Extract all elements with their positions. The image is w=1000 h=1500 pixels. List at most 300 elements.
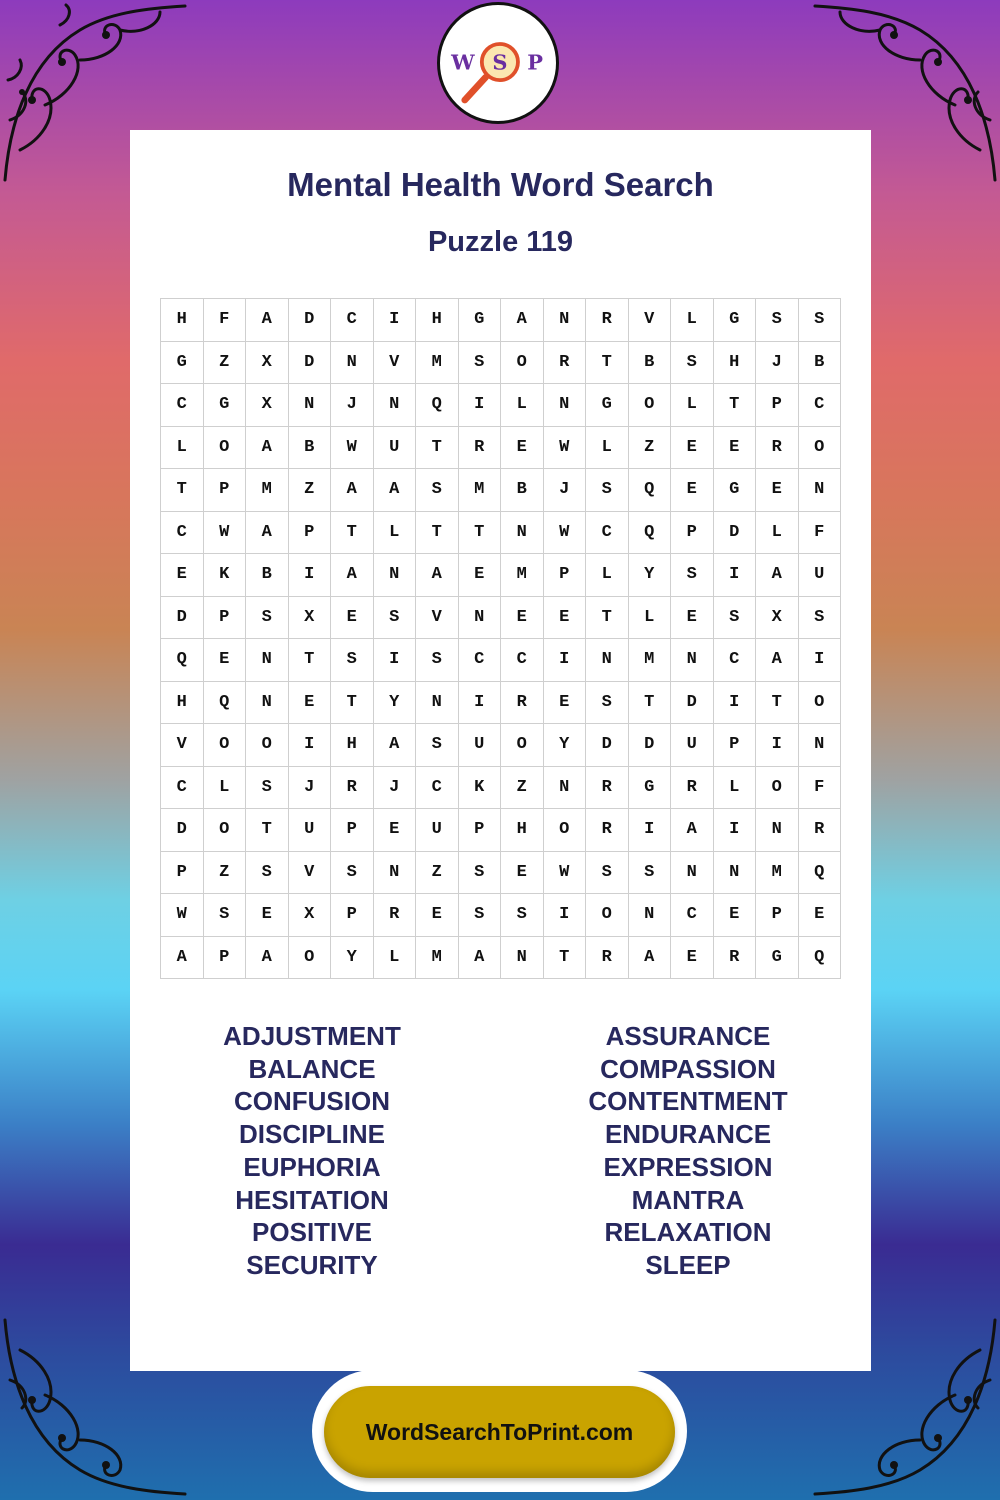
grid-cell[interactable]: X <box>246 384 289 427</box>
grid-cell[interactable]: E <box>416 894 459 937</box>
grid-cell[interactable]: G <box>713 469 756 512</box>
word-list-item: HESITATION <box>235 1184 389 1215</box>
grid-row <box>161 809 841 852</box>
grid-cell[interactable]: Z <box>203 341 246 384</box>
grid-cell[interactable]: E <box>161 554 204 597</box>
grid-cell[interactable]: G <box>161 341 204 384</box>
grid-cell[interactable]: W <box>161 894 204 937</box>
grid-cell[interactable]: M <box>416 936 459 979</box>
grid-cell[interactable]: Q <box>798 851 841 894</box>
grid-cell[interactable]: O <box>203 426 246 469</box>
word-list-left <box>162 1020 462 1282</box>
grid-cell[interactable]: J <box>756 341 799 384</box>
grid-cell[interactable]: O <box>203 809 246 852</box>
grid-cell[interactable]: P <box>203 936 246 979</box>
grid-row <box>161 851 841 894</box>
grid-cell[interactable]: A <box>246 936 289 979</box>
grid-cell[interactable]: I <box>373 299 416 342</box>
grid-cell[interactable]: A <box>331 469 374 512</box>
grid-cell[interactable]: L <box>203 766 246 809</box>
website-banner <box>312 1370 687 1492</box>
grid-cell[interactable]: E <box>671 469 714 512</box>
word-list-item: ADJUSTMENT <box>223 1021 401 1051</box>
grid-cell[interactable]: S <box>798 299 841 342</box>
grid-cell[interactable]: A <box>756 554 799 597</box>
word-list-item: RELAXATION <box>604 1217 772 1248</box>
grid-cell[interactable]: P <box>331 809 374 852</box>
grid-cell[interactable]: I <box>288 724 331 767</box>
grid-cell[interactable]: O <box>288 936 331 979</box>
grid-row <box>161 299 841 342</box>
word-list-item: EUPHORIA <box>243 1151 381 1182</box>
grid-cell[interactable]: S <box>331 639 374 682</box>
grid-cell[interactable]: P <box>671 511 714 554</box>
grid-cell[interactable]: E <box>671 936 714 979</box>
grid-cell[interactable]: N <box>543 766 586 809</box>
magnifier-icon <box>440 5 556 121</box>
grid-cell[interactable]: W <box>543 851 586 894</box>
grid-cell[interactable]: D <box>671 681 714 724</box>
grid-cell[interactable]: I <box>543 639 586 682</box>
word-list-item: POSITIVE <box>252 1217 372 1248</box>
grid-cell[interactable]: I <box>798 639 841 682</box>
word-list-item: ASSURANCE <box>605 1021 771 1051</box>
grid-cell[interactable]: O <box>543 809 586 852</box>
grid-row <box>161 681 841 724</box>
grid-cell[interactable]: M <box>628 639 671 682</box>
grid-cell[interactable]: V <box>416 596 459 639</box>
grid-cell[interactable]: N <box>713 851 756 894</box>
grid-cell[interactable]: S <box>203 894 246 937</box>
grid-cell[interactable]: T <box>416 511 459 554</box>
grid-cell[interactable]: N <box>671 851 714 894</box>
grid-cell[interactable]: U <box>416 809 459 852</box>
grid-cell[interactable]: K <box>458 766 501 809</box>
grid-cell[interactable]: R <box>756 426 799 469</box>
grid-cell[interactable]: W <box>203 511 246 554</box>
grid-cell[interactable]: G <box>713 299 756 342</box>
grid-cell[interactable]: I <box>288 554 331 597</box>
grid-cell[interactable]: E <box>458 554 501 597</box>
grid-row <box>161 469 841 512</box>
grid-cell[interactable]: S <box>416 639 459 682</box>
grid-cell[interactable]: Q <box>203 681 246 724</box>
grid-row <box>161 639 841 682</box>
word-list-item: CONFUSION <box>234 1086 390 1117</box>
grid-cell[interactable]: E <box>501 596 544 639</box>
grid-cell[interactable]: G <box>756 936 799 979</box>
grid-cell[interactable]: H <box>501 809 544 852</box>
grid-cell[interactable]: S <box>501 894 544 937</box>
logo-letter-p: P <box>527 49 543 75</box>
grid-row <box>161 936 841 979</box>
grid-row <box>161 724 841 767</box>
grid-cell[interactable]: R <box>586 809 629 852</box>
grid-cell[interactable]: L <box>373 936 416 979</box>
grid-cell[interactable]: O <box>586 894 629 937</box>
grid-cell[interactable]: F <box>203 299 246 342</box>
grid-cell[interactable]: X <box>288 894 331 937</box>
grid-cell[interactable]: T <box>586 341 629 384</box>
grid-cell[interactable]: T <box>416 426 459 469</box>
grid-cell[interactable]: I <box>458 384 501 427</box>
grid-cell[interactable]: M <box>416 341 459 384</box>
grid-cell[interactable]: R <box>586 936 629 979</box>
grid-cell[interactable]: E <box>203 639 246 682</box>
grid-cell[interactable]: T <box>246 809 289 852</box>
grid-cell[interactable]: S <box>458 894 501 937</box>
grid-cell[interactable]: I <box>543 894 586 937</box>
grid-cell[interactable]: W <box>543 511 586 554</box>
grid-cell[interactable]: E <box>331 596 374 639</box>
grid-cell[interactable]: G <box>628 766 671 809</box>
grid-cell[interactable]: N <box>373 384 416 427</box>
wsp-logo[interactable] <box>437 2 559 124</box>
website-button[interactable] <box>324 1386 675 1478</box>
grid-cell[interactable]: J <box>543 469 586 512</box>
grid-cell[interactable]: A <box>458 936 501 979</box>
grid-cell[interactable]: X <box>288 596 331 639</box>
grid-cell[interactable]: E <box>501 426 544 469</box>
grid-cell[interactable]: T <box>628 681 671 724</box>
grid-cell[interactable]: R <box>458 426 501 469</box>
grid-cell[interactable]: R <box>671 766 714 809</box>
grid-cell[interactable]: C <box>161 384 204 427</box>
grid-cell[interactable]: B <box>798 341 841 384</box>
grid-cell[interactable]: C <box>798 384 841 427</box>
grid-cell[interactable]: L <box>713 766 756 809</box>
grid-cell[interactable]: B <box>246 554 289 597</box>
grid-cell[interactable]: O <box>246 724 289 767</box>
grid-cell[interactable]: E <box>501 851 544 894</box>
grid-cell[interactable]: L <box>671 384 714 427</box>
grid-cell[interactable]: H <box>416 299 459 342</box>
grid-cell[interactable]: N <box>373 554 416 597</box>
grid-cell[interactable]: Q <box>628 469 671 512</box>
grid-cell[interactable]: E <box>713 426 756 469</box>
grid-cell[interactable]: A <box>416 554 459 597</box>
grid-cell[interactable]: I <box>458 681 501 724</box>
grid-cell[interactable]: F <box>798 766 841 809</box>
grid-cell[interactable]: V <box>373 341 416 384</box>
grid-cell[interactable]: N <box>373 851 416 894</box>
letter-grid <box>160 298 841 979</box>
word-list-item: MANTRA <box>631 1184 745 1215</box>
grid-row <box>161 384 841 427</box>
grid-cell[interactable]: C <box>458 639 501 682</box>
grid-cell[interactable]: Q <box>416 384 459 427</box>
grid-cell[interactable]: V <box>288 851 331 894</box>
grid-cell[interactable]: A <box>628 936 671 979</box>
grid-cell[interactable]: L <box>501 384 544 427</box>
grid-cell[interactable]: K <box>203 554 246 597</box>
grid-cell[interactable]: E <box>671 596 714 639</box>
word-list-item: ENDURANCE <box>604 1119 772 1150</box>
grid-cell[interactable]: U <box>671 724 714 767</box>
grid-cell[interactable]: Y <box>543 724 586 767</box>
grid-cell[interactable]: Z <box>501 766 544 809</box>
grid-cell[interactable]: X <box>246 341 289 384</box>
grid-cell[interactable]: L <box>161 426 204 469</box>
grid-cell[interactable]: M <box>458 469 501 512</box>
grid-cell[interactable]: R <box>798 809 841 852</box>
grid-cell[interactable]: S <box>373 596 416 639</box>
grid-cell[interactable]: W <box>331 426 374 469</box>
grid-cell[interactable]: B <box>501 469 544 512</box>
grid-cell[interactable]: C <box>331 299 374 342</box>
grid-cell[interactable]: Q <box>628 511 671 554</box>
grid-cell[interactable]: J <box>288 766 331 809</box>
grid-row <box>161 426 841 469</box>
word-list-item: CONTENTMENT <box>588 1086 788 1117</box>
grid-cell[interactable]: P <box>458 809 501 852</box>
grid-cell[interactable]: E <box>713 894 756 937</box>
grid-row <box>161 511 841 554</box>
grid-cell[interactable]: L <box>586 426 629 469</box>
grid-cell[interactable]: T <box>331 681 374 724</box>
grid-cell[interactable]: G <box>586 384 629 427</box>
grid-cell[interactable]: T <box>161 469 204 512</box>
grid-cell[interactable]: N <box>331 341 374 384</box>
grid-cell[interactable]: S <box>331 851 374 894</box>
grid-cell[interactable]: N <box>543 299 586 342</box>
grid-cell[interactable]: H <box>161 299 204 342</box>
logo-letter-w: W <box>451 49 475 75</box>
grid-cell[interactable]: A <box>501 299 544 342</box>
grid-cell[interactable]: D <box>713 511 756 554</box>
grid-cell[interactable]: D <box>161 596 204 639</box>
grid-cell[interactable]: T <box>756 681 799 724</box>
grid-cell[interactable]: R <box>373 894 416 937</box>
word-list-item: BALANCE <box>248 1053 376 1084</box>
grid-cell[interactable]: A <box>246 299 289 342</box>
grid-cell[interactable]: U <box>288 809 331 852</box>
grid-cell[interactable]: O <box>798 426 841 469</box>
grid-row <box>161 894 841 937</box>
grid-cell[interactable]: E <box>671 426 714 469</box>
grid-cell[interactable]: Z <box>628 426 671 469</box>
website-link[interactable]: WordSearchToPrint.com <box>365 1418 634 1445</box>
grid-cell[interactable]: I <box>373 639 416 682</box>
grid-cell[interactable]: Z <box>203 851 246 894</box>
grid-cell[interactable]: C <box>713 639 756 682</box>
grid-cell[interactable]: A <box>671 809 714 852</box>
grid-cell[interactable]: Y <box>373 681 416 724</box>
grid-cell[interactable]: B <box>288 426 331 469</box>
grid-cell[interactable]: B <box>628 341 671 384</box>
grid-cell[interactable]: N <box>756 809 799 852</box>
grid-cell[interactable]: G <box>203 384 246 427</box>
grid-cell[interactable]: P <box>543 554 586 597</box>
grid-cell[interactable]: P <box>331 894 374 937</box>
grid-cell[interactable]: C <box>161 511 204 554</box>
grid-cell[interactable]: D <box>628 724 671 767</box>
word-list-item: SECURITY <box>246 1249 378 1280</box>
grid-cell[interactable]: P <box>161 851 204 894</box>
grid-cell[interactable]: H <box>713 341 756 384</box>
grid-cell[interactable]: I <box>756 724 799 767</box>
grid-cell[interactable]: O <box>756 766 799 809</box>
grid-cell[interactable]: N <box>798 724 841 767</box>
grid-cell[interactable]: M <box>246 469 289 512</box>
grid-cell[interactable]: L <box>586 554 629 597</box>
grid-cell[interactable]: L <box>373 511 416 554</box>
grid-cell[interactable]: O <box>501 724 544 767</box>
grid-cell[interactable]: N <box>586 639 629 682</box>
grid-cell[interactable]: S <box>416 469 459 512</box>
grid-cell[interactable]: R <box>586 299 629 342</box>
grid-cell[interactable]: M <box>501 554 544 597</box>
grid-cell[interactable]: R <box>501 681 544 724</box>
grid-cell[interactable]: P <box>203 469 246 512</box>
grid-cell[interactable]: N <box>543 384 586 427</box>
grid-cell[interactable]: P <box>203 596 246 639</box>
grid-cell[interactable]: T <box>458 511 501 554</box>
grid-cell[interactable]: T <box>713 384 756 427</box>
grid-cell[interactable]: R <box>543 341 586 384</box>
grid-cell[interactable]: R <box>713 936 756 979</box>
grid-cell[interactable]: C <box>161 766 204 809</box>
grid-cell[interactable]: J <box>373 766 416 809</box>
word-list-right <box>538 1020 838 1282</box>
grid-cell[interactable]: N <box>458 596 501 639</box>
grid-cell[interactable]: H <box>161 681 204 724</box>
grid-cell[interactable]: V <box>161 724 204 767</box>
grid-cell[interactable]: I <box>628 809 671 852</box>
grid-cell[interactable]: P <box>713 724 756 767</box>
logo-letter-s: S <box>492 49 508 75</box>
grid-cell[interactable]: C <box>671 894 714 937</box>
grid-cell[interactable]: S <box>586 681 629 724</box>
grid-cell[interactable]: L <box>628 596 671 639</box>
grid-cell[interactable]: E <box>288 681 331 724</box>
grid-cell[interactable]: C <box>586 511 629 554</box>
grid-cell[interactable]: C <box>416 766 459 809</box>
grid-cell[interactable]: D <box>288 341 331 384</box>
word-list-item: EXPRESSION <box>603 1151 773 1182</box>
grid-cell[interactable]: T <box>586 596 629 639</box>
grid-cell[interactable]: N <box>416 681 459 724</box>
grid-cell[interactable]: Z <box>416 851 459 894</box>
grid-cell[interactable]: E <box>373 809 416 852</box>
grid-cell[interactable]: A <box>331 554 374 597</box>
grid-cell[interactable]: A <box>373 724 416 767</box>
grid-cell[interactable]: N <box>501 936 544 979</box>
grid-cell[interactable]: I <box>713 681 756 724</box>
grid-cell[interactable]: R <box>586 766 629 809</box>
grid-cell[interactable]: E <box>246 894 289 937</box>
grid-cell[interactable]: T <box>331 511 374 554</box>
grid-cell[interactable]: S <box>798 596 841 639</box>
grid-cell[interactable]: N <box>246 639 289 682</box>
grid-cell[interactable]: S <box>246 851 289 894</box>
grid-cell[interactable]: C <box>501 639 544 682</box>
grid-cell[interactable]: F <box>798 511 841 554</box>
grid-cell[interactable]: T <box>543 936 586 979</box>
grid-cell[interactable]: J <box>331 384 374 427</box>
grid-cell[interactable]: S <box>628 851 671 894</box>
grid-cell[interactable]: U <box>373 426 416 469</box>
grid-row <box>161 554 841 597</box>
grid-cell[interactable]: L <box>671 299 714 342</box>
grid-cell[interactable]: G <box>458 299 501 342</box>
grid-cell[interactable]: U <box>458 724 501 767</box>
grid-cell[interactable]: O <box>203 724 246 767</box>
grid-cell[interactable]: M <box>756 851 799 894</box>
grid-cell[interactable]: E <box>798 894 841 937</box>
grid-cell[interactable]: Q <box>798 936 841 979</box>
grid-cell[interactable]: P <box>288 511 331 554</box>
grid-cell[interactable]: S <box>586 851 629 894</box>
grid-cell[interactable]: N <box>501 511 544 554</box>
grid-cell[interactable]: P <box>756 894 799 937</box>
grid-cell[interactable]: N <box>288 384 331 427</box>
grid-cell[interactable]: Q <box>161 639 204 682</box>
grid-cell[interactable]: E <box>543 596 586 639</box>
puzzle-sheet <box>130 130 871 1371</box>
grid-cell[interactable]: D <box>161 809 204 852</box>
grid-cell[interactable]: O <box>628 384 671 427</box>
grid-row <box>161 341 841 384</box>
grid-cell[interactable]: S <box>246 596 289 639</box>
grid-cell[interactable]: D <box>586 724 629 767</box>
grid-cell[interactable]: U <box>798 554 841 597</box>
grid-row <box>161 596 841 639</box>
grid-cell[interactable]: Z <box>288 469 331 512</box>
grid-cell[interactable]: A <box>161 936 204 979</box>
grid-cell[interactable]: O <box>501 341 544 384</box>
word-list-item: COMPASSION <box>600 1053 776 1084</box>
grid-cell[interactable]: N <box>671 639 714 682</box>
page-title: Mental Health Word Search <box>287 166 714 203</box>
grid-cell[interactable]: W <box>543 426 586 469</box>
grid-cell[interactable]: N <box>798 469 841 512</box>
grid-cell[interactable]: P <box>756 384 799 427</box>
grid-cell[interactable]: Y <box>628 554 671 597</box>
grid-cell[interactable]: D <box>288 299 331 342</box>
grid-cell[interactable]: I <box>713 809 756 852</box>
grid-cell[interactable]: V <box>628 299 671 342</box>
grid-cell[interactable]: S <box>671 341 714 384</box>
grid-cell[interactable]: E <box>756 469 799 512</box>
grid-cell[interactable]: X <box>756 596 799 639</box>
grid-cell[interactable]: S <box>713 596 756 639</box>
grid-cell[interactable]: Y <box>331 936 374 979</box>
grid-cell[interactable]: S <box>246 766 289 809</box>
grid-cell[interactable]: R <box>331 766 374 809</box>
grid-cell[interactable]: H <box>331 724 374 767</box>
grid-cell[interactable]: A <box>373 469 416 512</box>
grid-cell[interactable]: S <box>416 724 459 767</box>
grid-cell[interactable]: A <box>246 511 289 554</box>
grid-cell[interactable]: A <box>246 426 289 469</box>
word-list-item: SLEEP <box>645 1249 731 1280</box>
grid-cell[interactable]: S <box>756 299 799 342</box>
grid-cell[interactable]: L <box>756 511 799 554</box>
grid-cell[interactable]: S <box>586 469 629 512</box>
grid-cell[interactable]: I <box>713 554 756 597</box>
grid-cell[interactable]: A <box>756 639 799 682</box>
grid-cell[interactable]: S <box>458 851 501 894</box>
grid-cell[interactable]: S <box>458 341 501 384</box>
grid-cell[interactable]: T <box>288 639 331 682</box>
grid-cell[interactable]: N <box>628 894 671 937</box>
grid-cell[interactable]: S <box>671 554 714 597</box>
grid-row <box>161 766 841 809</box>
grid-cell[interactable]: N <box>246 681 289 724</box>
grid-cell[interactable]: O <box>798 681 841 724</box>
grid-cell[interactable]: E <box>543 681 586 724</box>
